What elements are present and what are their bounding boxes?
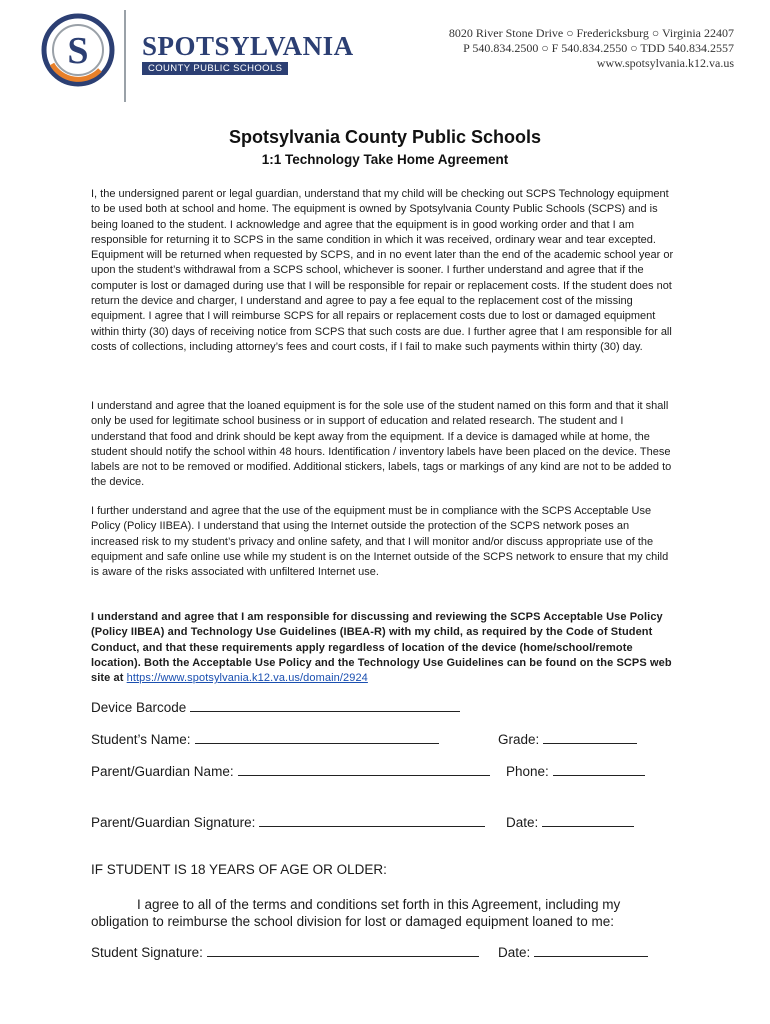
grade-field[interactable]: [498, 731, 637, 747]
student-signature-line[interactable]: [207, 944, 479, 957]
parent-name-field[interactable]: [91, 763, 490, 779]
parent-date-label: Date:: [506, 815, 539, 830]
student-date-field[interactable]: [498, 944, 648, 960]
student-signature-label: Student Signature:: [91, 945, 203, 960]
letterhead-divider: [124, 10, 126, 102]
student-name-field[interactable]: [91, 731, 439, 747]
adult-student-heading: IF STUDENT IS 18 YEARS OF AGE OR OLDER:: [91, 862, 387, 877]
paragraph-responsibility: I, the undersigned parent or legal guardian, understand that my child will be checking out SCPS Technology equipment to be used both at school and home. The equipment is owned by Spotsylvania County Public Schools (SCPS) and is being loaned to the student. I acknowledge and agree that the equipment is in good working order and that I am responsible for returning it to SCPS in the same condition in which it was received, ordinary wear and tear excepted. Equipment will be returned when requested by SCPS, and in no event later than the end of the academic school year or upon the student’s withdrawal from a SCPS school, whichever is sooner. I further understand and agree that if the computer is lost or damaged during use that I will be responsible for repair or replacement costs. If the student does not return the device and charger, I understand and agree to pay a fee equal to the replacement cost of the missing equipment. I agree that I will reimburse SCPS for all repairs or replacement costs due to lost or damaged equipment within thirty (30) days of receiving notice from SCPS that such costs are due. I further agree that I am responsible for all costs of collections, including attorney’s fees and court costs, if I fail to make such payments within thirty (30) day.: [91, 188, 674, 353]
document-title: Spotsylvania County Public Schools: [228, 127, 542, 147]
brand-subtitle: COUNTY PUBLIC SCHOOLS: [142, 62, 288, 75]
guidelines-link[interactable]: https://www.spotsylvania.k12.va.us/domain/2924: [126, 672, 368, 685]
paragraph-guidelines: [91, 610, 679, 686]
contact-block: [449, 26, 734, 71]
phone-line[interactable]: [553, 763, 645, 776]
parent-name-label: Parent/Guardian Name:: [91, 764, 234, 779]
parent-signature-label: Parent/Guardian Signature:: [91, 815, 256, 830]
guidelines-text: I understand and agree that I am responsible for discussing and reviewing the SCPS Acceptable Use Policy (Policy IIBEA) and Technology Use Guidelines (IBEA-R) with my child, as required by the Code of Student Conduct, and that these requirements apply regardless of location of the device (home/school/remote location). Both the Acceptable Use Policy and the Technology Use Guidelines can be found on the SCPS web site at: [91, 611, 672, 685]
phone-field[interactable]: [506, 763, 645, 779]
parent-date-field[interactable]: [506, 814, 634, 830]
scps-logo-icon: [40, 12, 116, 88]
student-name-label: Student’s Name:: [91, 732, 191, 747]
paragraph-sole-use: I understand and agree that the loaned equipment is for the sole use of the student named on this form and that it shall only be used for legitimate school business or in support of education and related research. The student and I understand that food and drink should be kept away from the equipment. If a device is damaged while at home, the student should notify the school within 48 hours. Identification / inventory labels have been placed on the device. These labels are not to be removed or modified. Additional stickers, labels, tags or markings of any kind are not to be added to the device.: [91, 400, 672, 489]
parent-name-line[interactable]: [238, 763, 490, 776]
address-line: 8020 River Stone Drive ○ Fredericksburg ○ Virginia 22407: [448, 26, 734, 40]
device-barcode-line[interactable]: [190, 699, 460, 712]
grade-line[interactable]: [543, 731, 637, 744]
student-name-line[interactable]: [195, 731, 439, 744]
paragraph-acceptable-use: I further understand and agree that the use of the equipment must be in compliance with the SCPS Acceptable Use Policy (Policy IIBEA). I understand that using the Internet outside the protection of the SCPS network poses an increased risk to my student’s privacy and online safety, and that I will monitor and/or discuss appropriate use of the equipment and safe online use while my student is on the Internet outside of the SCPS network to ensure that my child is aware of the risks associated with unfiltered Internet use.: [91, 505, 669, 579]
website-line: www.spotsylvania.k12.va.us: [596, 56, 734, 70]
grade-label: Grade:: [498, 732, 540, 747]
svg-text:S: S: [67, 30, 89, 72]
document-subtitle: 1:1 Technology Take Home Agreement: [261, 152, 509, 167]
phone-line: P 540.834.2500 ○ F 540.834.2550 ○ TDD 540.834.2557: [463, 41, 734, 55]
device-barcode-label: Device Barcode: [91, 700, 187, 715]
student-date-label: Date:: [498, 945, 531, 960]
student-signature-field[interactable]: [91, 944, 479, 960]
adult-agreement-text: I agree to all of the terms and conditions set forth in this Agreement, including my obligation to reimburse the school division for lost or damaged equipment loaned to me:: [91, 897, 621, 929]
brand-name: SPOTSYLVANIA: [142, 31, 354, 61]
parent-date-line[interactable]: [542, 814, 634, 827]
parent-signature-line[interactable]: [259, 814, 485, 827]
student-date-line[interactable]: [534, 944, 648, 957]
device-barcode-field[interactable]: [91, 699, 460, 715]
phone-label: Phone:: [506, 764, 549, 779]
brand-block: [142, 31, 354, 76]
parent-signature-field[interactable]: [91, 814, 485, 830]
